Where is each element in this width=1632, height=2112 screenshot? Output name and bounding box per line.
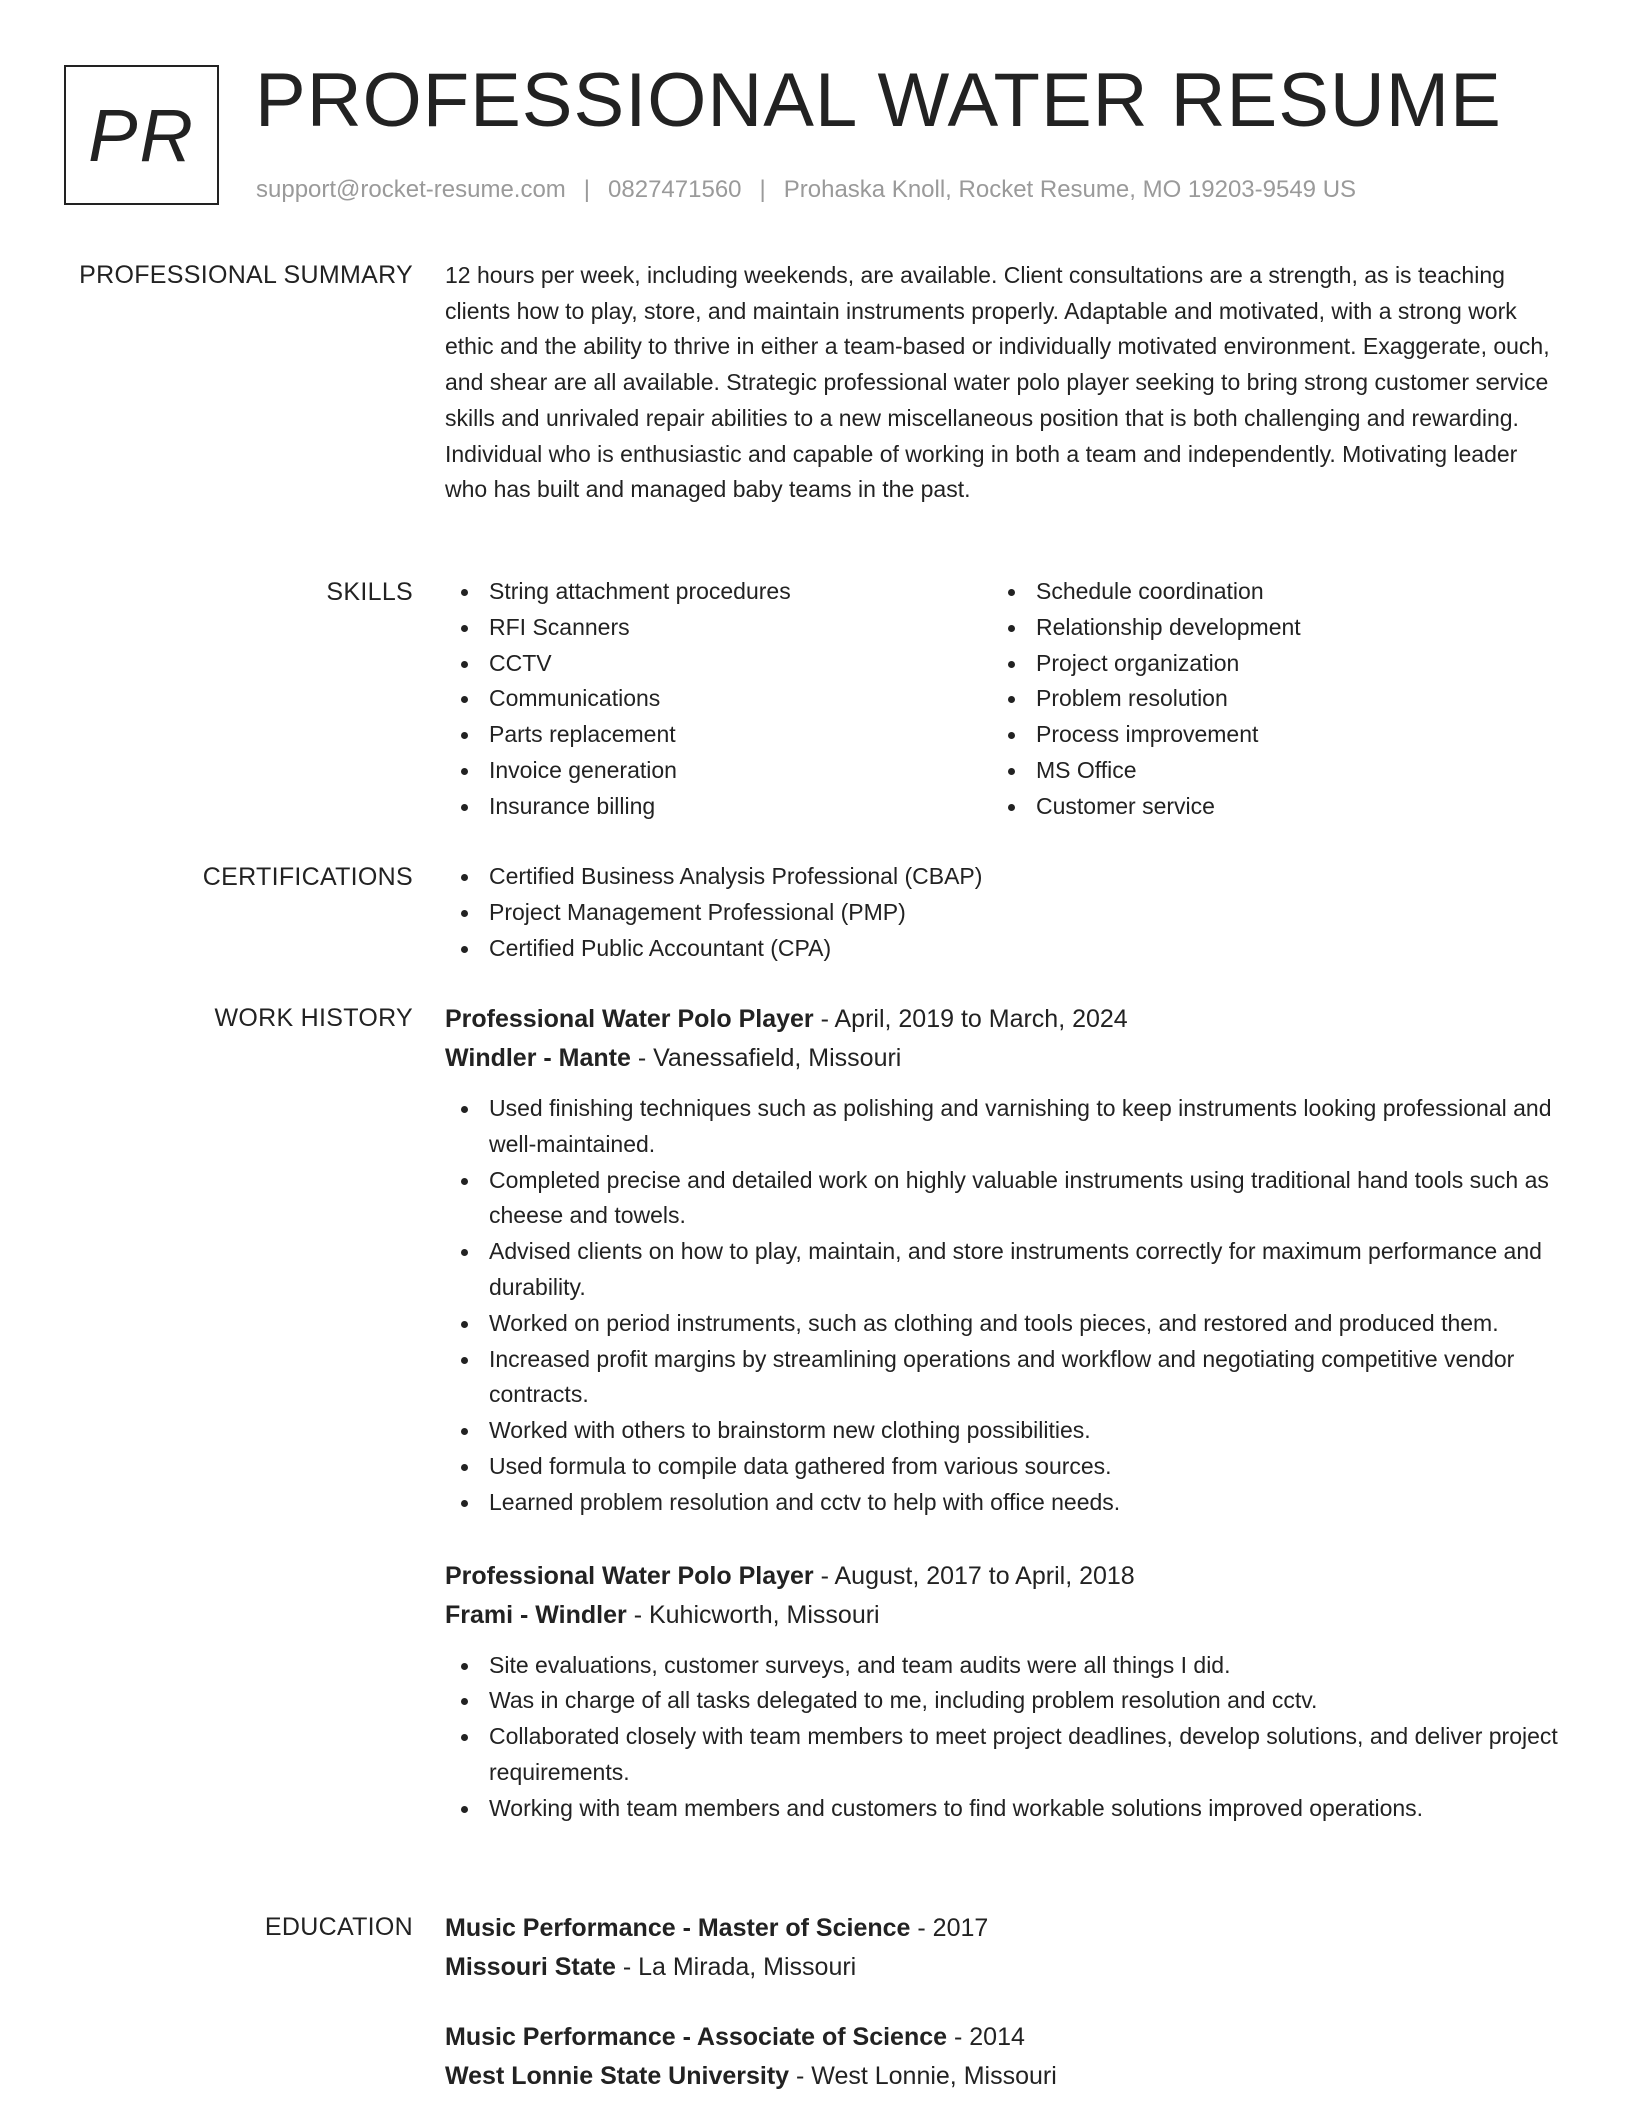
certification-item: Project Management Professional (PMP) <box>445 895 1560 931</box>
education-degree: Music Performance - Master of Science <box>445 1914 911 1942</box>
education-school: Missouri State <box>445 1953 616 1981</box>
skill-item: Relationship development <box>992 610 1539 646</box>
job-bullet: Increased profit margins by streamlining operations and workflow and negotiating competitive vendor contracts. <box>445 1342 1560 1414</box>
job-title: Professional Water Polo Player <box>445 1561 814 1590</box>
contact-email[interactable]: support@rocket-resume.com <box>256 176 566 203</box>
job-bullet: Learned problem resolution and cctv to help with office needs. <box>445 1485 1560 1521</box>
job-bullet: Collaborated closely with team members to meet project deadlines, develop solutions, and deliver project requirements. <box>445 1719 1560 1791</box>
skills-list-left <box>445 574 992 825</box>
job-bullet: Was in charge of all tasks delegated to me, including problem resolution and cctv. <box>445 1683 1560 1719</box>
skill-item: Insurance billing <box>445 789 992 825</box>
job-company: Frami - Windler <box>445 1600 627 1629</box>
job-bullet: Worked on period instruments, such as clothing and tools pieces, and restored and produced them. <box>445 1306 1560 1342</box>
summary-text: 12 hours per week, including weekends, are available. Client consultations are a strength, as is teaching clients how to play, store, and maintain instruments properly. Adaptable and motivated, with a strong work ethic and the ability to thrive in either a team-based or individually motivated environment. Exaggerate, ouch, and shear are all available. Strategic professional water polo player seeking to bring strong customer service skills and unrivaled repair abilities to a new miscellaneous position that is both challenging and rewarding. Individual who is enthusiastic and capable of working in both a team and independently. Motivating leader who has built and managed baby teams in the past. <box>445 262 1550 503</box>
education-school: West Lonnie State University <box>445 2062 790 2090</box>
job-title: Professional Water Polo Player <box>445 1005 814 1033</box>
certification-item: Certified Public Accountant (CPA) <box>445 931 1560 967</box>
skill-item: Customer service <box>992 789 1539 825</box>
education-degree-line <box>445 2018 1560 2057</box>
skill-item: Problem resolution <box>992 681 1539 717</box>
education-location: West Lonnie, Missouri <box>811 2062 1057 2090</box>
contact-separator: | <box>583 176 591 203</box>
contact-phone[interactable]: 0827471560 <box>608 176 742 203</box>
contact-address: Prohaska Knoll, Rocket Resume, MO 19203-9549 US <box>783 176 1357 203</box>
job-bullets <box>445 1648 1560 1827</box>
contact-separator: | <box>759 176 766 203</box>
job-bullet: Site evaluations, customer surveys, and team audits were all things I did. <box>445 1648 1560 1684</box>
job-bullet: Used formula to compile data gathered from various sources. <box>445 1449 1560 1485</box>
dash: - <box>813 1005 835 1033</box>
section-label-certifications: CERTIFICATIONS <box>202 863 413 891</box>
skill-item: Communications <box>445 681 992 717</box>
certification-item: Certified Business Analysis Professional (CBAP) <box>445 859 1560 895</box>
job-title-line <box>445 1557 1560 1596</box>
monogram-logo: PR <box>64 65 219 205</box>
job-location: Kuhicworth, Missouri <box>648 1600 880 1629</box>
section-label-summary: PROFESSIONAL SUMMARY <box>79 261 413 289</box>
skill-item: Parts replacement <box>445 717 992 753</box>
dash: - <box>789 2062 812 2090</box>
job-location: Vanessafield, Missouri <box>653 1044 902 1072</box>
job-bullet: Working with team members and customers to find workable solutions improved operations. <box>445 1791 1560 1827</box>
certifications-list <box>445 859 1560 966</box>
education-year: 2017 <box>932 1914 989 1942</box>
job-entry <box>445 1557 1560 1827</box>
dash: - <box>813 1561 835 1590</box>
dash: - <box>626 1600 649 1629</box>
dash: - <box>630 1044 654 1072</box>
resume-name: PROFESSIONAL WATER RESUME <box>255 58 1502 143</box>
skill-item: Project organization <box>992 646 1539 682</box>
job-bullets <box>445 1091 1560 1521</box>
job-dates: April, 2019 to March, 2024 <box>834 1005 1128 1033</box>
skill-item: RFI Scanners <box>445 610 992 646</box>
education-degree: Music Performance - Associate of Science <box>445 2023 948 2051</box>
education-location: La Mirada, Missouri <box>638 1953 857 1981</box>
dash: - <box>910 1914 933 1942</box>
job-company: Windler - Mante <box>445 1044 631 1072</box>
education-school-line <box>445 2057 1560 2096</box>
job-title-line <box>445 1000 1560 1039</box>
job-company-line <box>445 1596 1560 1635</box>
education-year: 2014 <box>969 2023 1025 2051</box>
skill-item: Schedule coordination <box>992 574 1539 610</box>
skill-item: Process improvement <box>992 717 1539 753</box>
skills-list-right <box>992 574 1539 825</box>
skill-item: MS Office <box>992 753 1539 789</box>
job-bullet: Completed precise and detailed work on highly valuable instruments using traditional hand tools such as cheese and towels. <box>445 1163 1560 1235</box>
education-entry <box>445 1909 1560 1987</box>
job-bullet: Worked with others to brainstorm new clothing possibilities. <box>445 1413 1560 1449</box>
job-company-line <box>445 1039 1560 1078</box>
dash: - <box>615 1953 639 1981</box>
job-bullet: Used finishing techniques such as polishing and varnishing to keep instruments looking professional and well-maintained. <box>445 1091 1560 1163</box>
job-bullet: Advised clients on how to play, maintain, and store instruments correctly for maximum performance and durability. <box>445 1234 1560 1306</box>
job-entry <box>445 1000 1560 1521</box>
job-dates: August, 2017 to April, 2018 <box>834 1561 1135 1590</box>
dash: - <box>947 2023 970 2051</box>
section-label-education: EDUCATION <box>264 1913 413 1941</box>
education-entry <box>445 2018 1560 2096</box>
section-label-skills: SKILLS <box>326 578 413 606</box>
skill-item: CCTV <box>445 646 992 682</box>
education-degree-line <box>445 1909 1560 1948</box>
education-school-line <box>445 1948 1560 1987</box>
section-label-work-history: WORK HISTORY <box>214 1004 413 1032</box>
skill-item: String attachment procedures <box>445 574 992 610</box>
contact-line <box>256 174 1356 206</box>
skill-item: Invoice generation <box>445 753 992 789</box>
